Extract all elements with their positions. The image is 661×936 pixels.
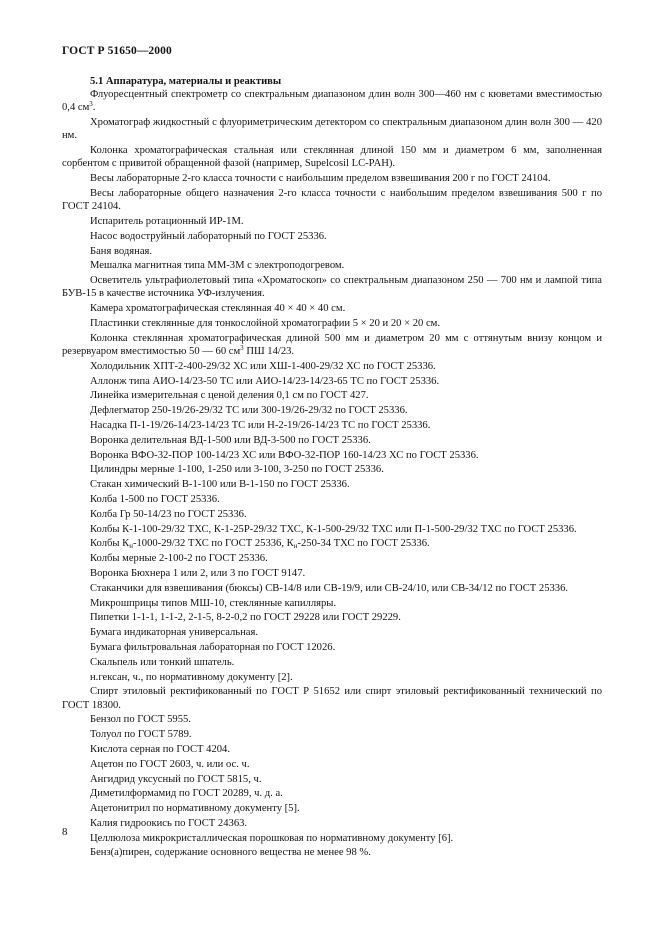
paragraph: Мешалка магнитная типа ММ-3М с электроподогревом. xyxy=(90,260,345,272)
paragraph: Воронка ВФО-32-ПОР 100-14/23 ХС или ВФО-32-ПОР 160-14/23 ХС по ГОСТ 25336. xyxy=(90,449,479,461)
paragraph: Скальпель или тонкий шпатель. xyxy=(90,656,235,668)
paragraph: Колбы $К_н-1000-29/32$ ТХС по ГОСТ 25336, $К_н-250-34$ ТХС по ГОСТ 25336. xyxy=(90,538,430,551)
paragraph: Колба Гр 50-14/23 по ГОСТ 25336. xyxy=(90,508,247,520)
paragraph: Спирт этиловый ректификованный по ГОСТ Р 51652 или спирт этиловый ректификованный технический по ГОСТ 18300. xyxy=(62,686,602,711)
page-number: 8 xyxy=(62,826,68,838)
paragraph: Флуоресцентный спектрометр со спектральным диапазоном длин волн 300—460 нм с кюветами вместимостью 0,4 $см^3$. xyxy=(62,89,602,114)
paragraph: Насос водоструйный лабораторный по ГОСТ 25336. xyxy=(90,230,327,242)
paragraph: Осветитель ультрафиолетовый типа «Хроматоскоп» со спектральным диапазоном 250 — 700 нм и лампой типа БУВ-15 в качестве источника УФ-излучения. xyxy=(62,275,602,300)
paragraph: Калия гидроокись по ГОСТ 24363. xyxy=(90,817,248,829)
paragraph: Бумага индикаторная универсальная. xyxy=(90,627,259,639)
paragraph: Бензол по ГОСТ 5955. xyxy=(90,714,191,726)
paragraph: Камера хроматографическая стеклянная 40 × 40 × 40 см. xyxy=(90,303,346,315)
paragraph: Целлюлоза микрокристаллическая порошковая по нормативному документу [6]. xyxy=(90,832,454,844)
paragraph: Ангидрид уксусный по ГОСТ 5815, ч. xyxy=(90,773,262,785)
paragraph: н.гексан, ч., по нормативному документу [2]. xyxy=(90,671,293,683)
paragraph: Хроматограф жидкостный с флуориметрическим детектором со спектральным диапазоном длин волн 300 — 420 нм. xyxy=(62,117,602,142)
paragraph: Колбы мерные 2-100-2 по ГОСТ 25336. xyxy=(90,553,268,565)
document-body xyxy=(62,75,602,861)
paragraph: Линейка измерительная с ценой деления 0,1 см по ГОСТ 427. xyxy=(90,390,369,402)
paragraph: Толуол по ГОСТ 5789. xyxy=(90,729,192,741)
paragraph: Испаритель ротационный ИР-1М. xyxy=(90,216,244,227)
paragraph: Микрошприцы типов МШ-10, стеклянные капилляры. xyxy=(90,597,337,609)
paragraph: Насадка П-1-19/26-14/23-14/23 ТС или Н-2-19/26-14/23 ТС по ГОСТ 25336. xyxy=(90,419,431,431)
document-header: ГОСТ Р 51650—2000 xyxy=(62,45,172,57)
paragraph: Холодильник ХПТ-2-400-29/32 ХС или ХШ-1-400-29/32 ХС по ГОСТ 25336. xyxy=(90,360,436,372)
paragraph: Весы лабораторные общего назначения 2-го класса точности с наибольшим пределом взвешивания 500 г по ГОСТ 24104. xyxy=(62,188,602,213)
paragraph: Бенз(а)пирен, содержание основного вещества не менее 98 %. xyxy=(90,847,371,859)
paragraph: Бумага фильтровальная лабораторная по ГОСТ 12026. xyxy=(90,641,336,653)
paragraph: Колонка стеклянная хроматографическая длиной 500 мм и диаметром 20 мм с оттянутым внизу концом и резервуаром вместимостью 50 — 60 $см^3$ ПШ 14/23. xyxy=(62,332,602,357)
paragraph: Колба 1-500 по ГОСТ 25336. xyxy=(90,493,220,505)
section-heading: 5.1 Аппаратура, материалы и реактивы xyxy=(90,76,282,87)
paragraph: Пластинки стеклянные для тонкослойной хроматографии 5 × 20 и 20 × 20 см. xyxy=(90,317,441,329)
paragraph-list xyxy=(62,88,602,859)
paragraph: Ацетонитрил по нормативному документу [5]. xyxy=(90,803,300,815)
paragraph: Колонка хроматографическая стальная или стеклянная длиной 150 мм и диаметром 6 мм, заполненная сорбентом с привитой обращенной фазой (например, Supelcosil LC-PAH). xyxy=(62,145,602,170)
paragraph: Колбы К-1-100-29/32 ТХС, К-1-25Р-29/32 ТХС, К-1-500-29/32 ТХС или П-1-500-29/32 ТХС по ГОСТ 25336. xyxy=(90,523,577,535)
paragraph: Диметилформамид по ГОСТ 20289, ч. д. а. xyxy=(90,788,283,800)
paragraph: Стакан химический В-1-100 или В-1-150 по ГОСТ 25336. xyxy=(90,479,350,491)
paragraph: Кислота серная по ГОСТ 4204. xyxy=(90,743,230,755)
paragraph: Весы лабораторные 2-го класса точности с наибольшим пределом взвешивания 200 г по ГОСТ 24104. xyxy=(90,173,551,185)
paragraph: Воронка Бюхнера 1 или 2, или 3 по ГОСТ 9147. xyxy=(90,567,306,579)
paragraph: Баня водяная. xyxy=(90,245,153,257)
paragraph: Дефлегматор 250-19/26-29/32 ТС или 300-19/26-29/32 по ГОСТ 25336. xyxy=(90,405,408,417)
paragraph: Стаканчики для взвешивания (бюксы) СВ-14/8 или СВ-19/9, или СВ-24/10, или СВ-34/12 по ГОСТ 25336. xyxy=(90,582,569,594)
paragraph: Аллонж типа АИО-14/23-50 ТС или АИО-14/23-14/23-65 ТС по ГОСТ 25336. xyxy=(90,375,440,387)
paragraph: Воронка делительная ВД-1-500 или ВД-3-500 по ГОСТ 25336. xyxy=(90,434,371,446)
paragraph: Цилиндры мерные 1-100, 1-250 или 3-100, 3-250 по ГОСТ 25336. xyxy=(90,464,384,476)
paragraph: Пипетки 1-1-1, 1-1-2, 2-1-5, 8-2-0,2 по ГОСТ 29228 или ГОСТ 29229. xyxy=(90,612,401,624)
paragraph: Ацетон по ГОСТ 2603, ч. или ос. ч. xyxy=(90,758,250,770)
